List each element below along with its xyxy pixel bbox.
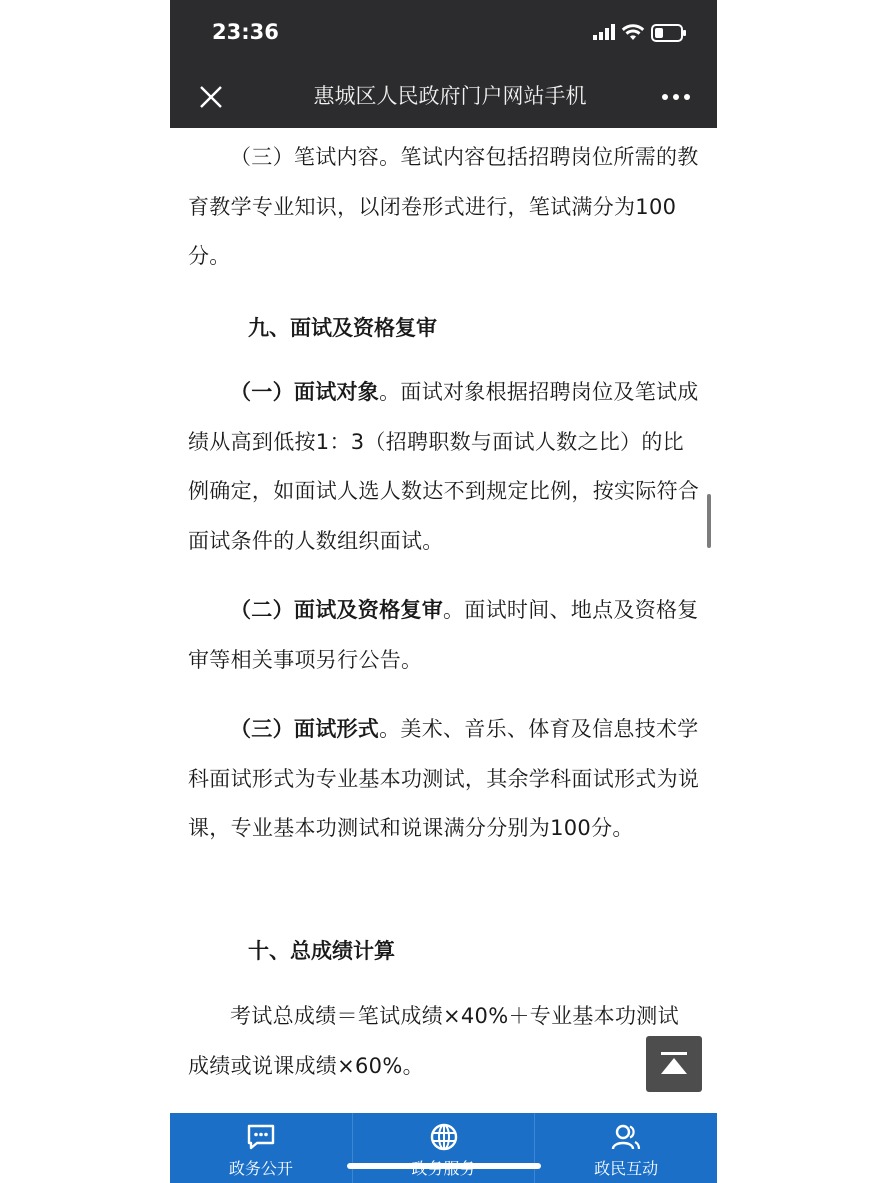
- paragraph-bold-lead: （三）面试形式: [230, 717, 380, 741]
- phone-screen: [170, 0, 717, 1183]
- back-to-top-icon: [646, 1036, 702, 1092]
- top-bar: [170, 0, 717, 128]
- back-to-top-button[interactable]: [646, 1036, 702, 1092]
- nav-label: 政民互动: [594, 1159, 659, 1178]
- nav-label: 政务公开: [228, 1159, 293, 1178]
- nav-item-gov-open[interactable]: [170, 1113, 353, 1183]
- chat-icon: [245, 1121, 277, 1153]
- paragraph-bold-lead: （二）面试及资格复审: [230, 598, 443, 622]
- nav-item-gov-service[interactable]: [353, 1113, 536, 1183]
- paragraph-interview-format: [188, 705, 700, 854]
- page-title: 惠城区人民政府门户网站手机: [313, 84, 587, 108]
- signal-icon: [593, 24, 617, 40]
- wifi-icon: [621, 24, 645, 42]
- section-heading-interview: 九、面试及资格复审: [248, 316, 437, 340]
- close-icon[interactable]: [196, 82, 226, 112]
- paragraph-text: 。面试时间、地点及资格复审等相关事项另行公告。: [188, 598, 699, 672]
- globe-icon: [428, 1121, 460, 1153]
- home-indicator[interactable]: [347, 1163, 541, 1169]
- paragraph-text: 。美术、音乐、体育及信息技术学科面试形式为专业基本功测试，其余学科面试形式为说课，专业基本功测试和说课满分分别为100分。: [188, 717, 700, 840]
- status-time: 23:36: [212, 20, 279, 44]
- paragraph-written-exam-content: （三）笔试内容。笔试内容包括招聘岗位所需的教育教学专业知识，以闭卷形式进行，笔试满分为100分。: [188, 145, 699, 268]
- paragraph-interview-review: [188, 586, 700, 685]
- paragraph-bold-lead: （一）面试对象: [230, 380, 380, 404]
- section-heading-total-score: 十、总成绩计算: [248, 939, 395, 963]
- paragraph-interview-target: [188, 368, 700, 566]
- nav-item-citizen-interaction[interactable]: [535, 1113, 717, 1183]
- people-icon: [610, 1121, 642, 1153]
- paragraph-text: 。面试对象根据招聘岗位及笔试成绩从高到低按1：3（招聘职数与面试人数之比）的比例确定，如面试人选人数达不到规定比例，按实际符合面试条件的人数组织面试。: [188, 380, 700, 553]
- more-icon[interactable]: [661, 93, 691, 101]
- scrollbar[interactable]: [707, 494, 711, 548]
- paragraph-total-score: 考试总成绩＝笔试成绩×40%＋专业基本功测试成绩或说课成绩×60%。: [188, 1004, 679, 1078]
- bottom-nav: [170, 1113, 717, 1183]
- battery-icon: [651, 24, 687, 42]
- article-content: [170, 128, 717, 1113]
